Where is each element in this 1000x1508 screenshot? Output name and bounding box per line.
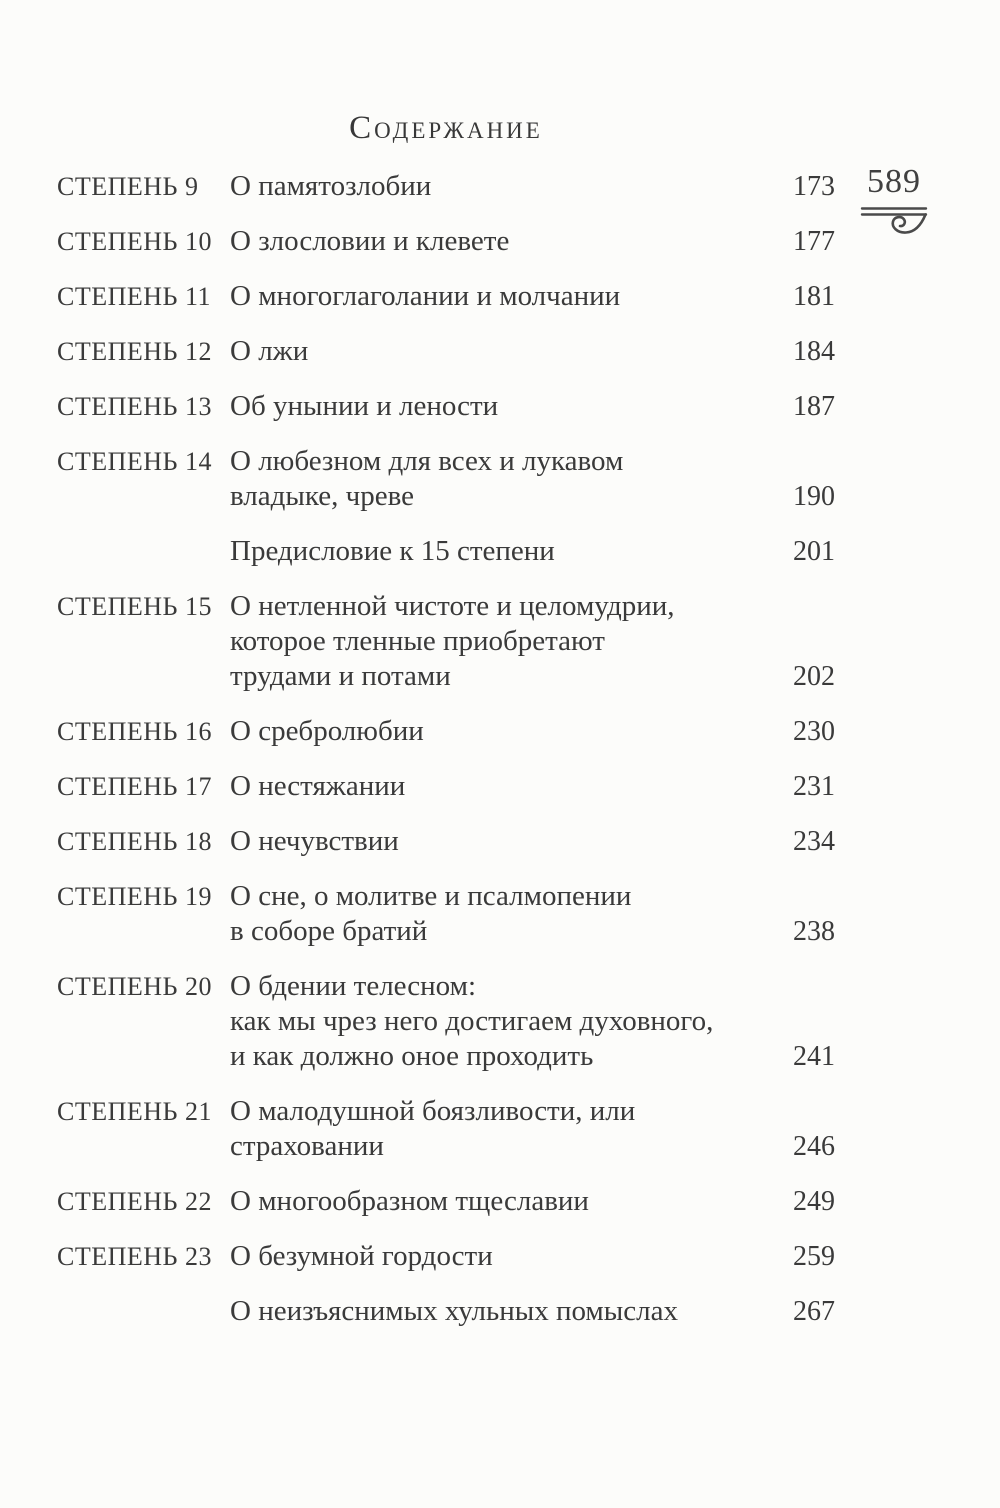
entry-title-line: О неизъяснимых хульных помыслах — [230, 1295, 678, 1327]
entry-step-label — [57, 1294, 230, 1329]
toc-entry — [57, 1184, 835, 1219]
toc-entry — [57, 1294, 835, 1329]
entry-page-number: 190 — [793, 481, 835, 512]
entry-title-line: О сребролюбии — [230, 715, 424, 747]
entry-step-label: СТЕПЕНЬ 11 — [57, 282, 212, 311]
entry-step-label: СТЕПЕНЬ 15 — [57, 592, 212, 621]
entry-main — [230, 224, 835, 259]
entry-main — [230, 969, 835, 1074]
entry-step-label: СТЕПЕНЬ 17 — [57, 772, 212, 801]
toc-entry — [57, 824, 835, 859]
entry-step-label: СТЕПЕНЬ 22 — [57, 1187, 212, 1216]
entry-title — [230, 279, 771, 314]
entry-page-number: 259 — [793, 1241, 835, 1272]
entry-page-number: 231 — [793, 771, 835, 802]
entry-page-number: 241 — [793, 1041, 835, 1072]
entry-page-number: 201 — [793, 536, 835, 567]
entry-title-line: О нечувствии — [230, 825, 399, 857]
entry-main — [230, 1294, 835, 1329]
entry-title — [230, 1239, 771, 1274]
entry-main — [230, 1239, 835, 1274]
entry-page-number: 184 — [793, 336, 835, 367]
entry-title-line: которое тленные приобретают — [230, 625, 605, 657]
entry-title-line: как мы чрез него достигаем духовного, — [230, 1005, 714, 1037]
entry-main — [230, 589, 835, 694]
entry-title — [230, 1294, 771, 1329]
toc-entry — [57, 224, 835, 259]
toc-entry — [57, 334, 835, 369]
entry-title-line: О безумной гордости — [230, 1240, 493, 1272]
entry-title-line: Предисловие к 15 степени — [230, 535, 555, 567]
entry-main — [230, 534, 835, 569]
entry-main — [230, 169, 835, 204]
toc-entry — [57, 879, 835, 949]
entry-step-label: СТЕПЕНЬ 12 — [57, 337, 212, 366]
entry-step-label: СТЕПЕНЬ 14 — [57, 447, 212, 476]
entry-title-line: и как должно оное проходить — [230, 1040, 594, 1072]
entry-page-number: 267 — [793, 1296, 835, 1327]
entry-title-line: О многоглаголании и молчании — [230, 280, 621, 312]
entry-title — [230, 769, 771, 804]
toc-entry — [57, 1094, 835, 1164]
entry-main — [230, 444, 835, 514]
entry-title-line: О нестяжании — [230, 770, 406, 802]
entry-title-line: О злословии и клевете — [230, 225, 510, 257]
entry-step-label: СТЕПЕНЬ 20 — [57, 972, 212, 1001]
entry-title-line: О нетленной чистоте и целомудрии, — [230, 590, 675, 622]
page-title: Содержание — [349, 110, 543, 146]
entry-main — [230, 879, 835, 949]
toc-entry — [57, 389, 835, 424]
entry-title-line: О многообразном тщеславии — [230, 1185, 589, 1217]
entry-page-number: 173 — [793, 171, 835, 202]
entry-title — [230, 1094, 771, 1164]
double-rule-scroll-icon — [858, 205, 930, 241]
entry-title — [230, 1184, 771, 1219]
toc-entry — [57, 534, 835, 569]
entry-title — [230, 224, 771, 259]
entry-title-line: О бдении телесном: — [230, 970, 477, 1002]
toc-entry — [57, 279, 835, 314]
folio-number: 589 — [867, 163, 921, 200]
entry-title — [230, 589, 771, 694]
entry-title-line: О малодушной боязливости, или — [230, 1095, 636, 1127]
toc-entry — [57, 169, 835, 204]
toc-entry — [57, 1239, 835, 1274]
entry-main — [230, 769, 835, 804]
toc-list — [57, 169, 835, 1329]
toc-entry — [57, 444, 835, 514]
entry-step-label: СТЕПЕНЬ 18 — [57, 827, 212, 856]
entry-step-label: СТЕПЕНЬ 10 — [57, 227, 212, 256]
entry-title-line: Об унынии и лености — [230, 390, 499, 422]
entry-page-number: 177 — [793, 226, 835, 257]
entry-title-line: О лжи — [230, 335, 309, 367]
entry-title-line: в соборе братий — [230, 915, 428, 947]
entry-title — [230, 444, 771, 514]
entry-page-number: 238 — [793, 916, 835, 947]
entry-main — [230, 389, 835, 424]
entry-title — [230, 879, 771, 949]
entry-title-line: трудами и потами — [230, 660, 451, 692]
toc-entry — [57, 714, 835, 749]
entry-page-number: 234 — [793, 826, 835, 857]
entry-page-number: 202 — [793, 661, 835, 692]
entry-main — [230, 824, 835, 859]
entry-page-number: 181 — [793, 281, 835, 312]
folio-block — [858, 163, 930, 241]
entry-step-label: СТЕПЕНЬ 16 — [57, 717, 212, 746]
entry-main — [230, 279, 835, 314]
toc-entry — [57, 589, 835, 694]
entry-main — [230, 714, 835, 749]
entry-title-line: О памятозлобии — [230, 170, 432, 202]
toc-entry — [57, 769, 835, 804]
entry-main — [230, 334, 835, 369]
entry-title — [230, 969, 771, 1074]
entry-page-number: 230 — [793, 716, 835, 747]
entry-title — [230, 534, 771, 569]
entry-step-label: СТЕПЕНЬ 23 — [57, 1242, 212, 1271]
entry-title-line: владыке, чреве — [230, 480, 414, 512]
entry-page-number: 246 — [793, 1131, 835, 1162]
entry-step-label — [57, 534, 230, 569]
entry-step-label: СТЕПЕНЬ 9 — [57, 172, 199, 201]
entry-title-line: О сне, о молитве и псалмопении — [230, 880, 632, 912]
entry-page-number: 249 — [793, 1186, 835, 1217]
entry-step-label: СТЕПЕНЬ 21 — [57, 1097, 212, 1126]
entry-main — [230, 1094, 835, 1164]
entry-title — [230, 169, 771, 204]
entry-step-label: СТЕПЕНЬ 13 — [57, 392, 212, 421]
entry-title — [230, 714, 771, 749]
entry-title — [230, 824, 771, 859]
entry-page-number: 187 — [793, 391, 835, 422]
entry-main — [230, 1184, 835, 1219]
entry-title — [230, 334, 771, 369]
entry-title-line: страховании — [230, 1130, 384, 1162]
entry-title — [230, 389, 771, 424]
entry-title-line: О любезном для всех и лукавом — [230, 445, 624, 477]
entry-step-label: СТЕПЕНЬ 19 — [57, 882, 212, 911]
toc-entry — [57, 969, 835, 1074]
